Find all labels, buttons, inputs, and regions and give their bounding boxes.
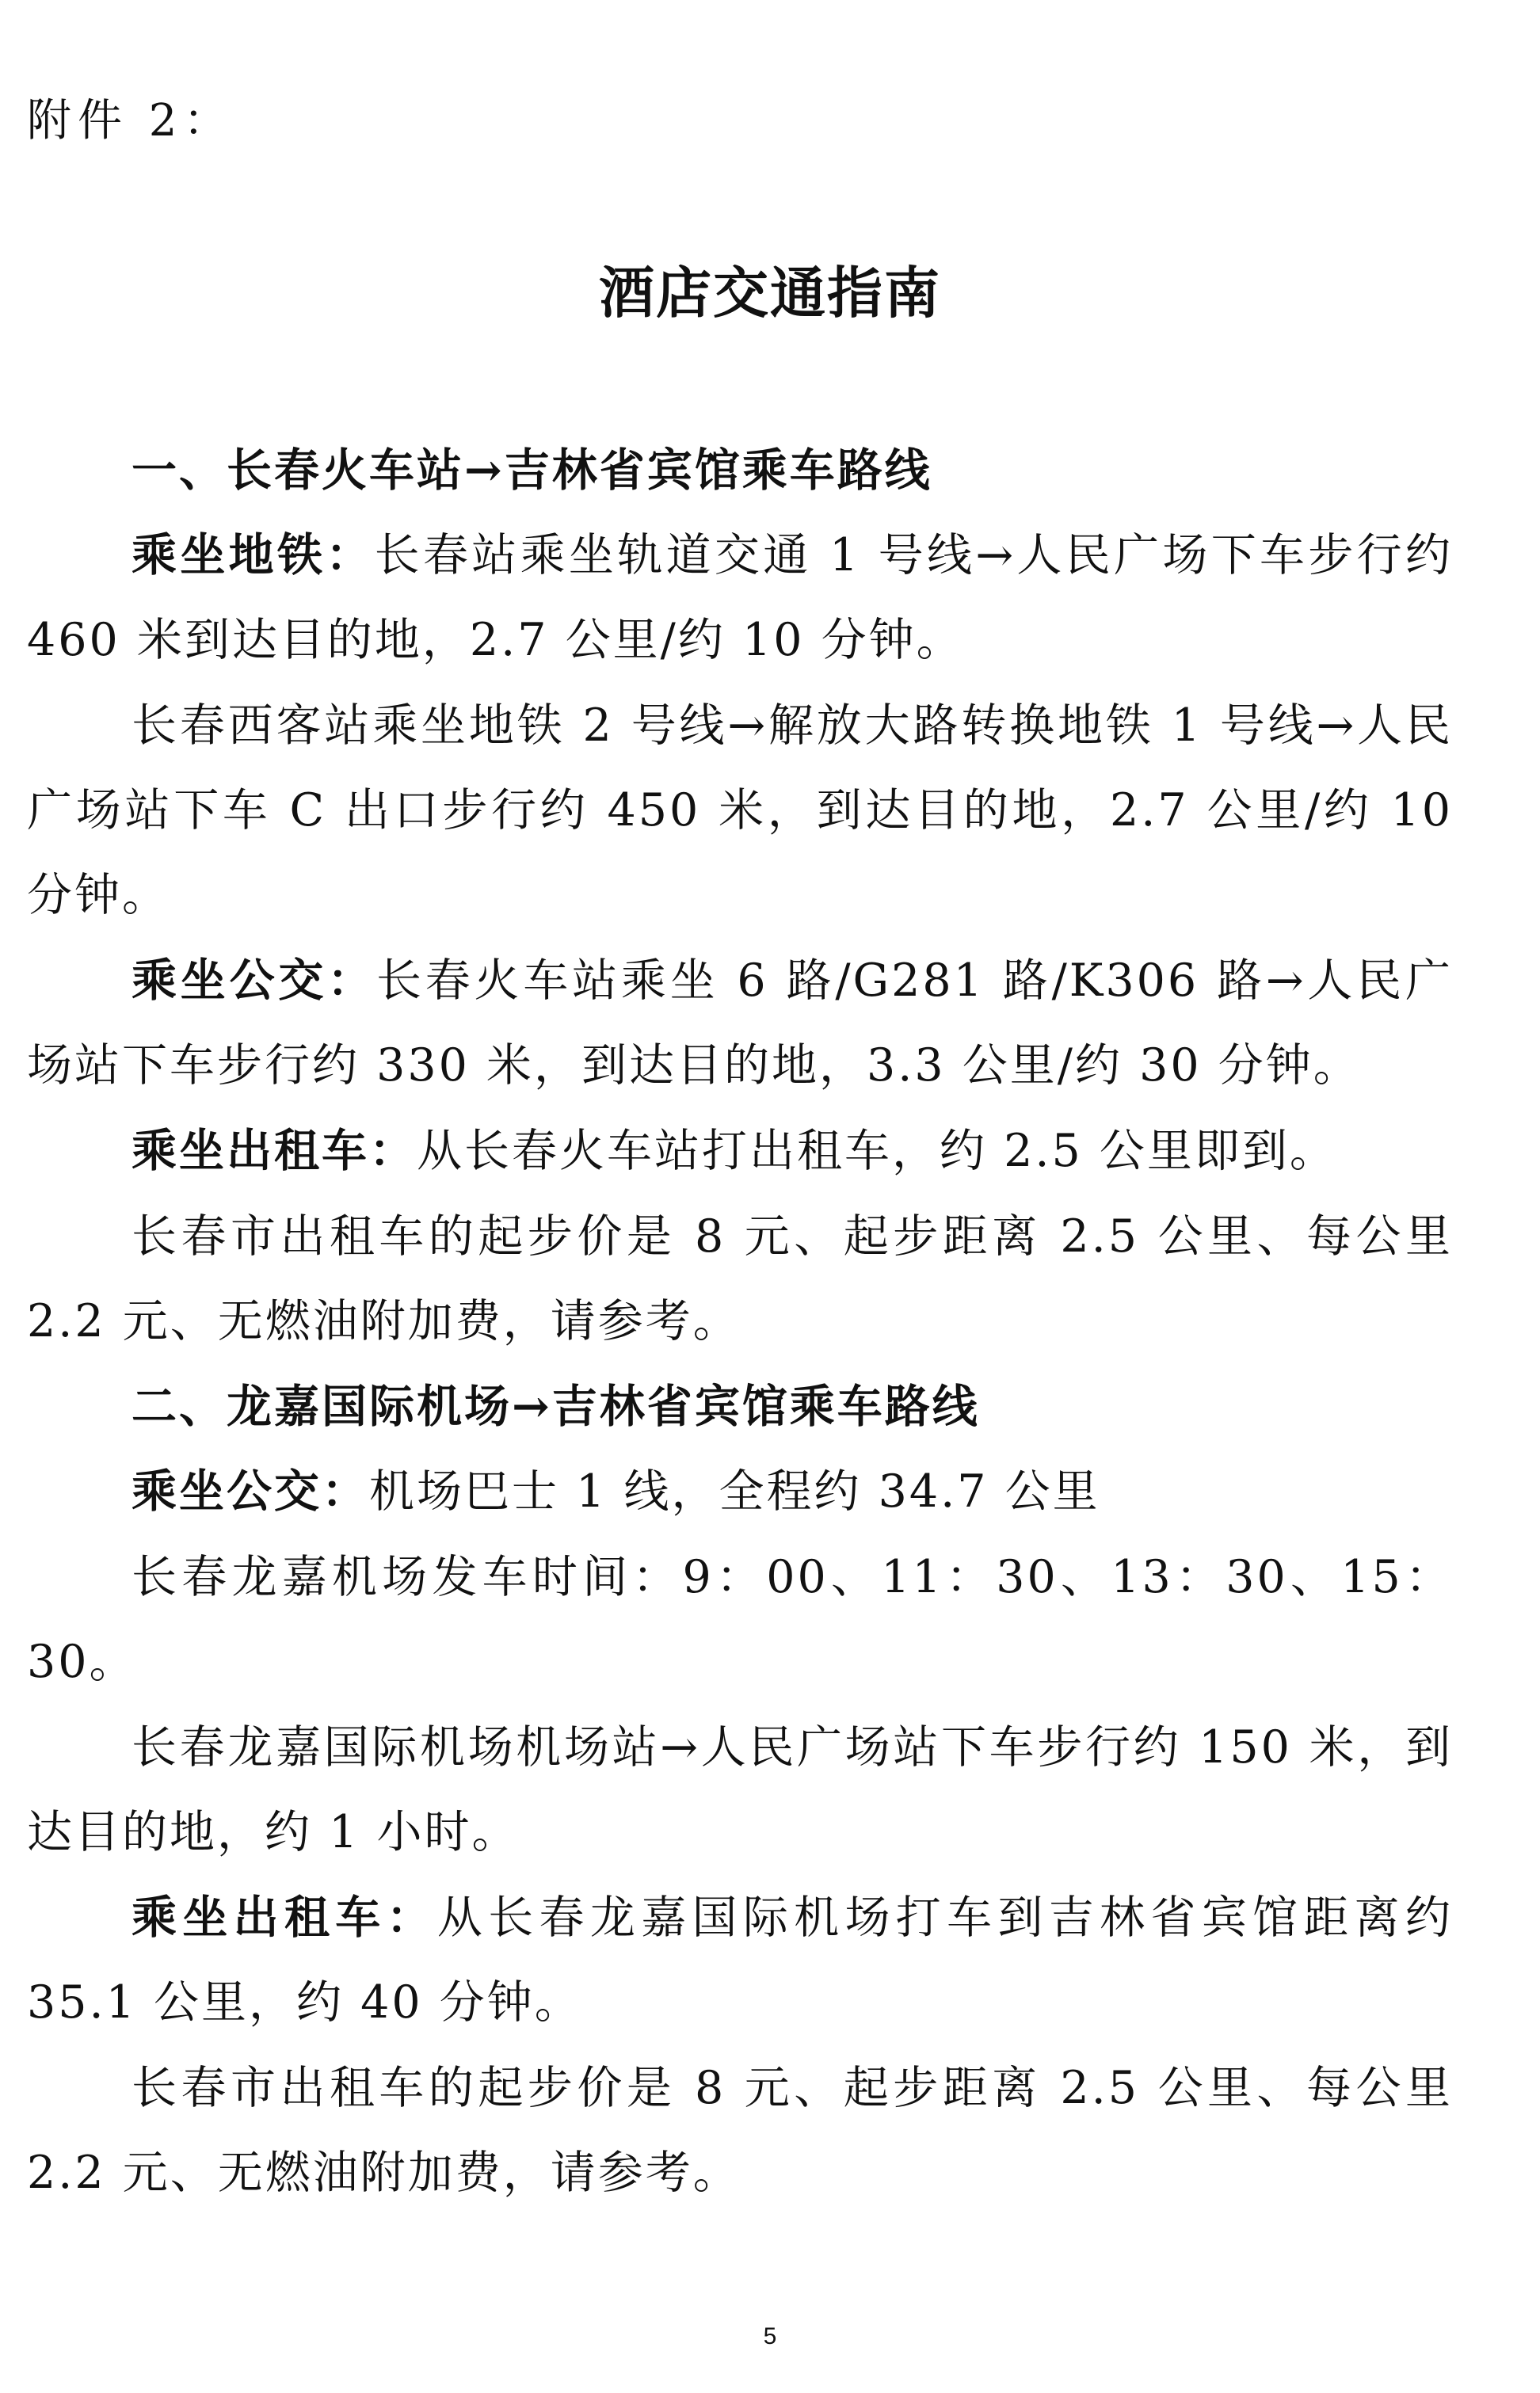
paragraph-text: 长春西客站乘坐地铁 2 号线→解放大路转换地铁 1 号线→人民广场站下车 C 出口步行约 450 米，到达目的地，2.7 公里/约 10 分钟。 <box>27 699 1453 921</box>
paragraph-lead: 乘坐出租车： <box>132 1124 417 1177</box>
paragraph-text: 长春龙嘉机场发车时间：9：00、11：30、13：30、15：30。 <box>27 1551 1453 1688</box>
paragraph-west-station-subway <box>27 683 1453 938</box>
paragraph-text: 从长春火车站打出租车，约 2.5 公里即到。 <box>417 1125 1337 1177</box>
paragraph-lead: 乘坐地铁： <box>132 528 375 581</box>
attachment-label: 附件 2： <box>27 95 234 147</box>
paragraph-text: 长春火车站乘坐 6 路/G281 路/K306 路→人民广场站下车步行约 330 米，到达目的地，3.3 公里/约 30 分钟。 <box>27 955 1453 1092</box>
paragraph-bus <box>27 938 1453 1108</box>
paragraph-lead: 乘坐公交： <box>132 954 376 1007</box>
paragraph-text: 长春龙嘉国际机场机场站→人民广场站下车步行约 150 米，到达目的地，约 1 小时。 <box>27 1721 1453 1858</box>
paragraph-taxi-fare <box>27 1194 1453 1364</box>
page-number: 5 <box>763 2323 777 2349</box>
paragraph-airport-bus-route <box>27 1705 1453 1875</box>
paragraph-text: 长春市出租车的起步价是 8 元、起步距离 2.5 公里、每公里 2.2 元、无燃油附加费，请参考。 <box>27 2062 1453 2199</box>
paragraph-text: 长春站乘坐轨道交通 1 号线→人民广场下车步行约 460 米到达目的地，2.7 公里/约 10 分钟。 <box>27 529 1454 666</box>
paragraph-taxi <box>27 1108 1453 1194</box>
paragraph-text: 机场巴士 1 线，全程约 34.7 公里 <box>369 1465 1100 1518</box>
paragraph-subway <box>27 513 1453 683</box>
document-title: 酒店交通指南 <box>599 260 941 326</box>
paragraph-bus-schedule <box>27 1534 1453 1705</box>
paragraph-airport-taxi <box>27 1875 1453 2045</box>
section-heading-train-station: 一、长春火车站→吉林省宾馆乘车路线 <box>132 444 932 497</box>
paragraph-airport-bus <box>27 1449 1453 1534</box>
paragraph-airport-taxi-fare <box>27 2045 1453 2216</box>
paragraph-text: 从长春龙嘉国际机场打车到吉林省宾馆距离约 35.1 公里，约 40 分钟。 <box>27 1892 1454 2029</box>
paragraph-lead: 乘坐出租车： <box>132 1891 437 1944</box>
paragraph-lead: 乘坐公交： <box>132 1465 369 1518</box>
document-body <box>27 428 1453 2216</box>
paragraph-text: 长春市出租车的起步价是 8 元、起步距离 2.5 公里、每公里 2.2 元、无燃油附加费，请参考。 <box>27 1210 1453 1347</box>
section-heading-airport: 二、龙嘉国际机场→吉林省宾馆乘车路线 <box>132 1380 980 1433</box>
